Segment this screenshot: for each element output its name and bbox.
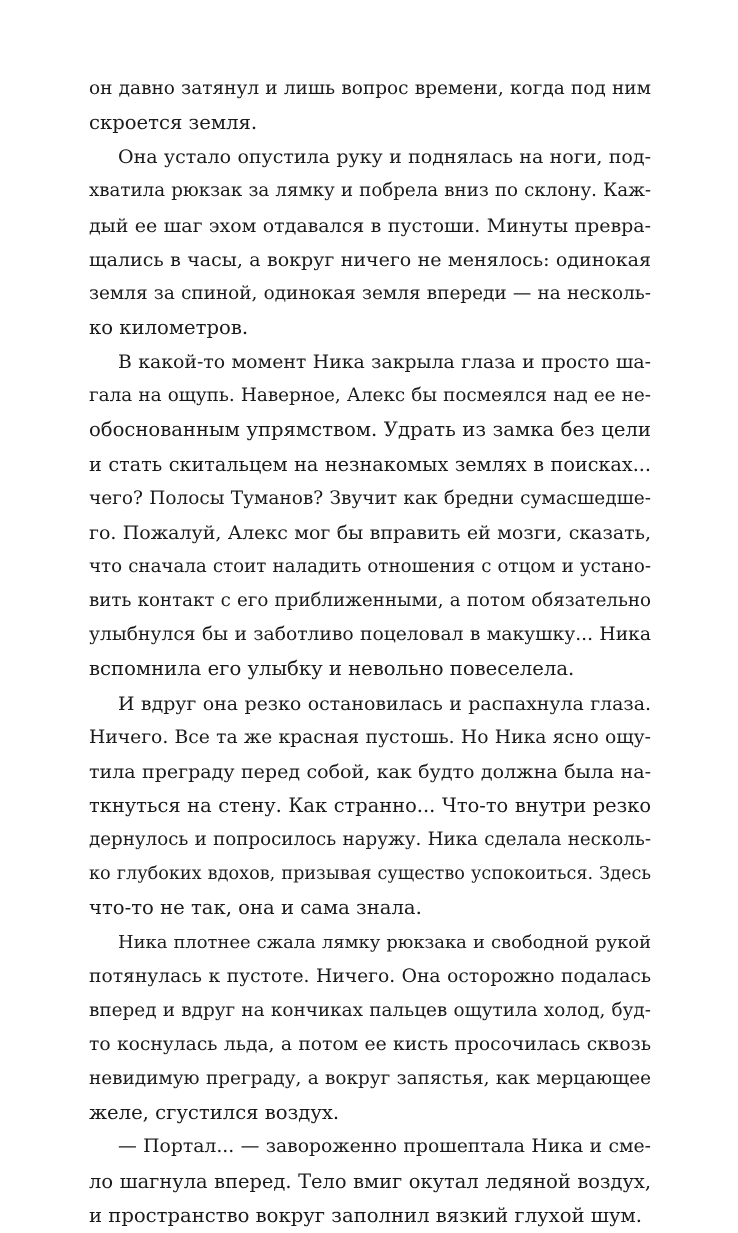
text-line: скроется земля. bbox=[89, 111, 258, 135]
text-line: земля за спиной, одинокая земля впереди — на несколь- bbox=[89, 282, 651, 304]
text-line: потянулась к пустоте. Ничего. Она осторожно подалась bbox=[89, 965, 651, 987]
text-line: дый ее шаг эхом отдавался в пустоши. Минуты превра- bbox=[89, 214, 651, 237]
book-page bbox=[89, 72, 651, 1233]
text-line: что сначала стоит наладить отношения с отцом и устано- bbox=[89, 555, 651, 577]
text-line: обоснованным упрямством. Удрать из замка без цели bbox=[89, 418, 651, 442]
text-line: И вдруг она резко остановилась и распахнула глаза. bbox=[118, 692, 651, 715]
text-line: дернулось и попросилось наружу. Ника сделала несколь- bbox=[89, 829, 651, 851]
text-line: и стать скитальцем на незнакомых землях в поисках... bbox=[89, 452, 651, 476]
text-line: щались в часы, а вокруг ничего не менялось: одинокая bbox=[89, 248, 651, 271]
text-line: гала на ощупь. Наверное, Алекс бы посмеялся над ее не- bbox=[89, 385, 651, 407]
text-line: невидимую преграду, а вокруг запястья, как мерцающее bbox=[89, 1068, 651, 1090]
text-line: хватила рюкзак за лямку и побрела вниз по склону. Каж- bbox=[89, 180, 651, 202]
paragraph-5 bbox=[89, 926, 651, 1131]
text-line: Ничего. Все та же красная пустошь. Но Ника ясно ощу- bbox=[89, 726, 651, 748]
text-line: чего? Полосы Туманов? Звучит как бредни сумасшедше- bbox=[89, 487, 651, 509]
paragraph-4 bbox=[89, 687, 651, 926]
text-line: го. Пожалуй, Алекс мог бы вправить ей мозги, сказать, bbox=[89, 521, 651, 544]
text-line: ткнуться на стену. Как странно... Что-то внутри резко bbox=[89, 793, 651, 817]
text-line: ко глубоких вдохов, призывая существо успокоиться. Здесь bbox=[89, 864, 651, 885]
text-line: тила преграду перед собой, как будто должна была на- bbox=[89, 760, 651, 783]
text-line: — Портал... — завороженно прошептала Ника и сме- bbox=[118, 1136, 651, 1158]
paragraph-1 bbox=[89, 72, 651, 140]
text-line: что-то не так, она и сама знала. bbox=[89, 896, 422, 920]
paragraph-6 bbox=[89, 1130, 651, 1232]
text-line: он давно затянул и лишь вопрос времени, когда под ним bbox=[89, 78, 651, 99]
text-line: желе, сгустился воздух. bbox=[89, 1101, 340, 1125]
text-line: улыбнулся бы и заботливо поцеловал в макушку... Ника bbox=[89, 624, 651, 646]
text-line: вперед и вдруг на кончиках пальцев ощутила холод, буд- bbox=[89, 999, 651, 1021]
paragraph-3 bbox=[89, 345, 651, 686]
text-line: и пространство вокруг заполнил вязкий глухой шум. bbox=[89, 1203, 643, 1227]
text-line: ко километров. bbox=[89, 315, 249, 339]
text-line: Она устало опустила руку и поднялась на ноги, под- bbox=[118, 146, 651, 169]
text-line: ло шагнула вперед. Тело вмиг окутал ледяной воздух, bbox=[89, 1169, 651, 1193]
text-line: вить контакт с его приближенными, а потом обязательно bbox=[89, 590, 651, 612]
text-line: Ника плотнее сжала лямку рюкзака и свободной рукой bbox=[118, 931, 651, 953]
paragraph-2 bbox=[89, 140, 651, 345]
text-line: В какой-то момент Ника закрыла глаза и просто ша- bbox=[118, 351, 651, 374]
text-line: вспомнила его улыбку и невольно повеселела. bbox=[89, 657, 575, 681]
text-line: то коснулась льда, а потом ее кисть просочилась сквозь bbox=[89, 1033, 651, 1055]
